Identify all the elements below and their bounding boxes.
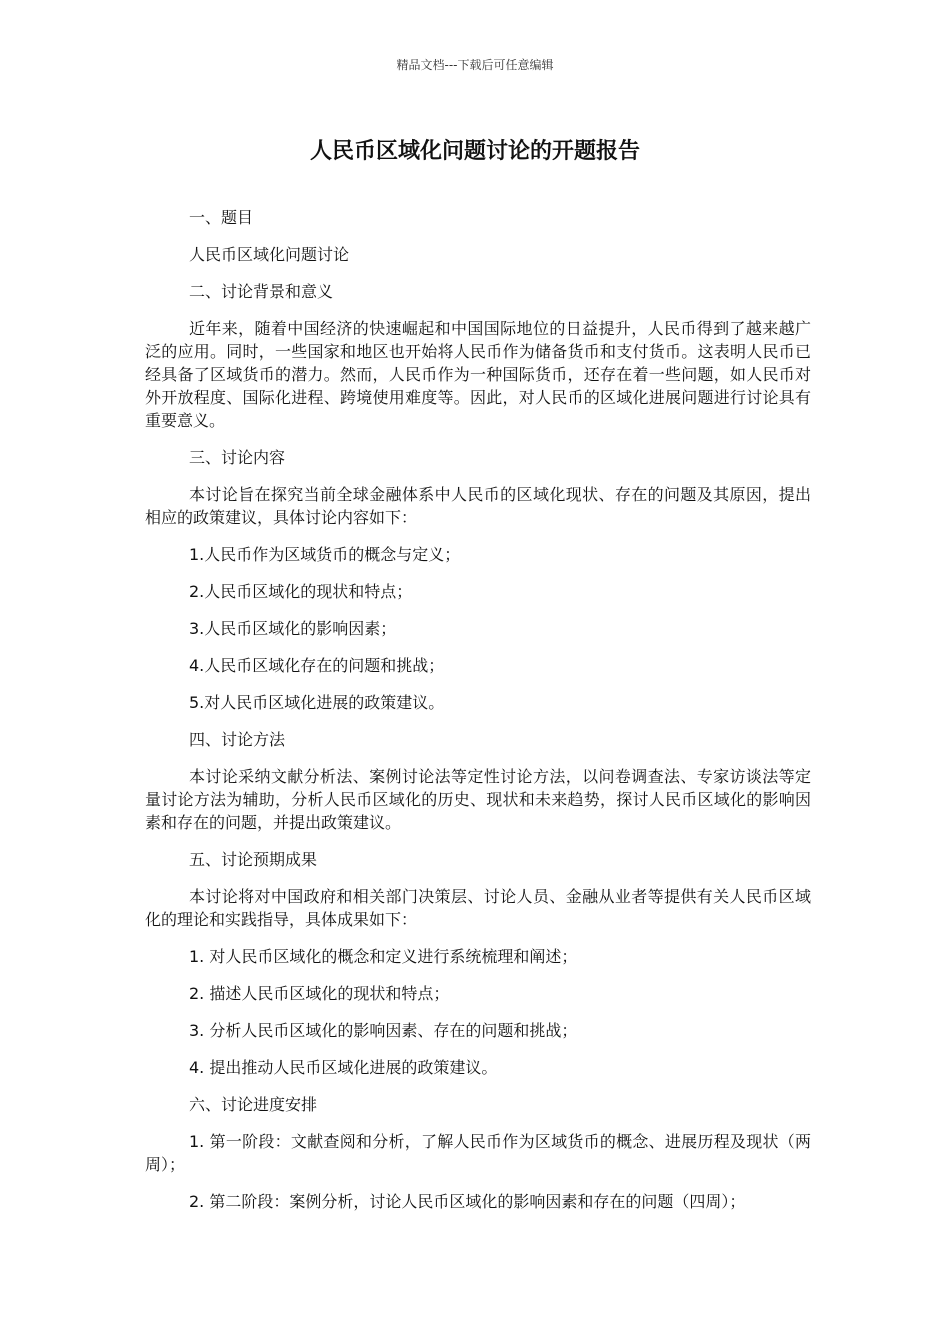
document-title: 人民币区域化问题讨论的开题报告 bbox=[309, 139, 640, 164]
content-list-item: 2.人民币区域化的现状和特点； bbox=[189, 582, 413, 601]
section-heading-method: 四、讨论方法 bbox=[189, 730, 286, 749]
section-heading-content: 三、讨论内容 bbox=[189, 448, 286, 467]
content-intro-paragraph: 本讨论旨在探究当前全球金融体系中人民币的区域化现状、存在的问题及其原因，提出相应的政策建议，具体讨论内容如下： bbox=[145, 485, 811, 527]
section-heading-schedule: 六、讨论进度安排 bbox=[189, 1095, 318, 1114]
schedule-list-item: 2. 第二阶段：案例分析，讨论人民币区域化的影响因素和存在的问题（四周）； bbox=[189, 1192, 746, 1211]
section-heading-background: 二、讨论背景和意义 bbox=[189, 282, 334, 301]
document-body bbox=[145, 206, 811, 1213]
schedule-list-item: 1. 第一阶段：文献查阅和分析，了解人民币作为区域货币的概念、进展历程及现状（两周）； bbox=[145, 1132, 811, 1174]
page-header-note: 精品文档---下载后可任意编辑 bbox=[396, 58, 554, 72]
content-list-item: 4.人民币区域化存在的问题和挑战； bbox=[189, 656, 445, 675]
content-list-item: 1.人民币作为区域货币的概念与定义； bbox=[189, 545, 461, 564]
outcomes-list-item: 2. 描述人民币区域化的现状和特点； bbox=[189, 984, 450, 1003]
content-list-item: 3.人民币区域化的影响因素； bbox=[189, 619, 397, 638]
outcomes-list-item: 4. 提出推动人民币区域化进展的政策建议。 bbox=[189, 1058, 498, 1077]
section-heading-topic: 一、题目 bbox=[189, 208, 254, 227]
method-paragraph: 本讨论采纳文献分析法、案例讨论法等定性讨论方法，以问卷调查法、专家访谈法等定量讨论方法为辅助，分析人民币区域化的历史、现状和未来趋势，探讨人民币区域化的影响因素和存在的问题，并提出政策建议。 bbox=[145, 767, 811, 832]
outcomes-list-item: 3. 分析人民币区域化的影响因素、存在的问题和挑战； bbox=[189, 1021, 578, 1040]
outcomes-intro-paragraph: 本讨论将对中国政府和相关部门决策层、讨论人员、金融从业者等提供有关人民币区域化的理论和实践指导，具体成果如下： bbox=[145, 887, 811, 929]
outcomes-list-item: 1. 对人民币区域化的概念和定义进行系统梳理和阐述； bbox=[189, 947, 578, 966]
section-heading-outcomes: 五、讨论预期成果 bbox=[189, 850, 318, 869]
background-paragraph: 近年来，随着中国经济的快速崛起和中国国际地位的日益提升，人民币得到了越来越广泛的应用。同时，一些国家和地区也开始将人民币作为储备货币和支付货币。这表明人民币已经具备了区域货币的潜力。然而，人民币作为一种国际货币，还存在着一些问题，如人民币对外开放程度、国际化进程、跨境使用难度等。因此，对人民币的区域化进展问题进行讨论具有重要意义。 bbox=[145, 319, 811, 430]
topic-text: 人民币区域化问题讨论 bbox=[189, 245, 350, 264]
content-list-item: 5.对人民币区域化进展的政策建议。 bbox=[189, 693, 445, 712]
